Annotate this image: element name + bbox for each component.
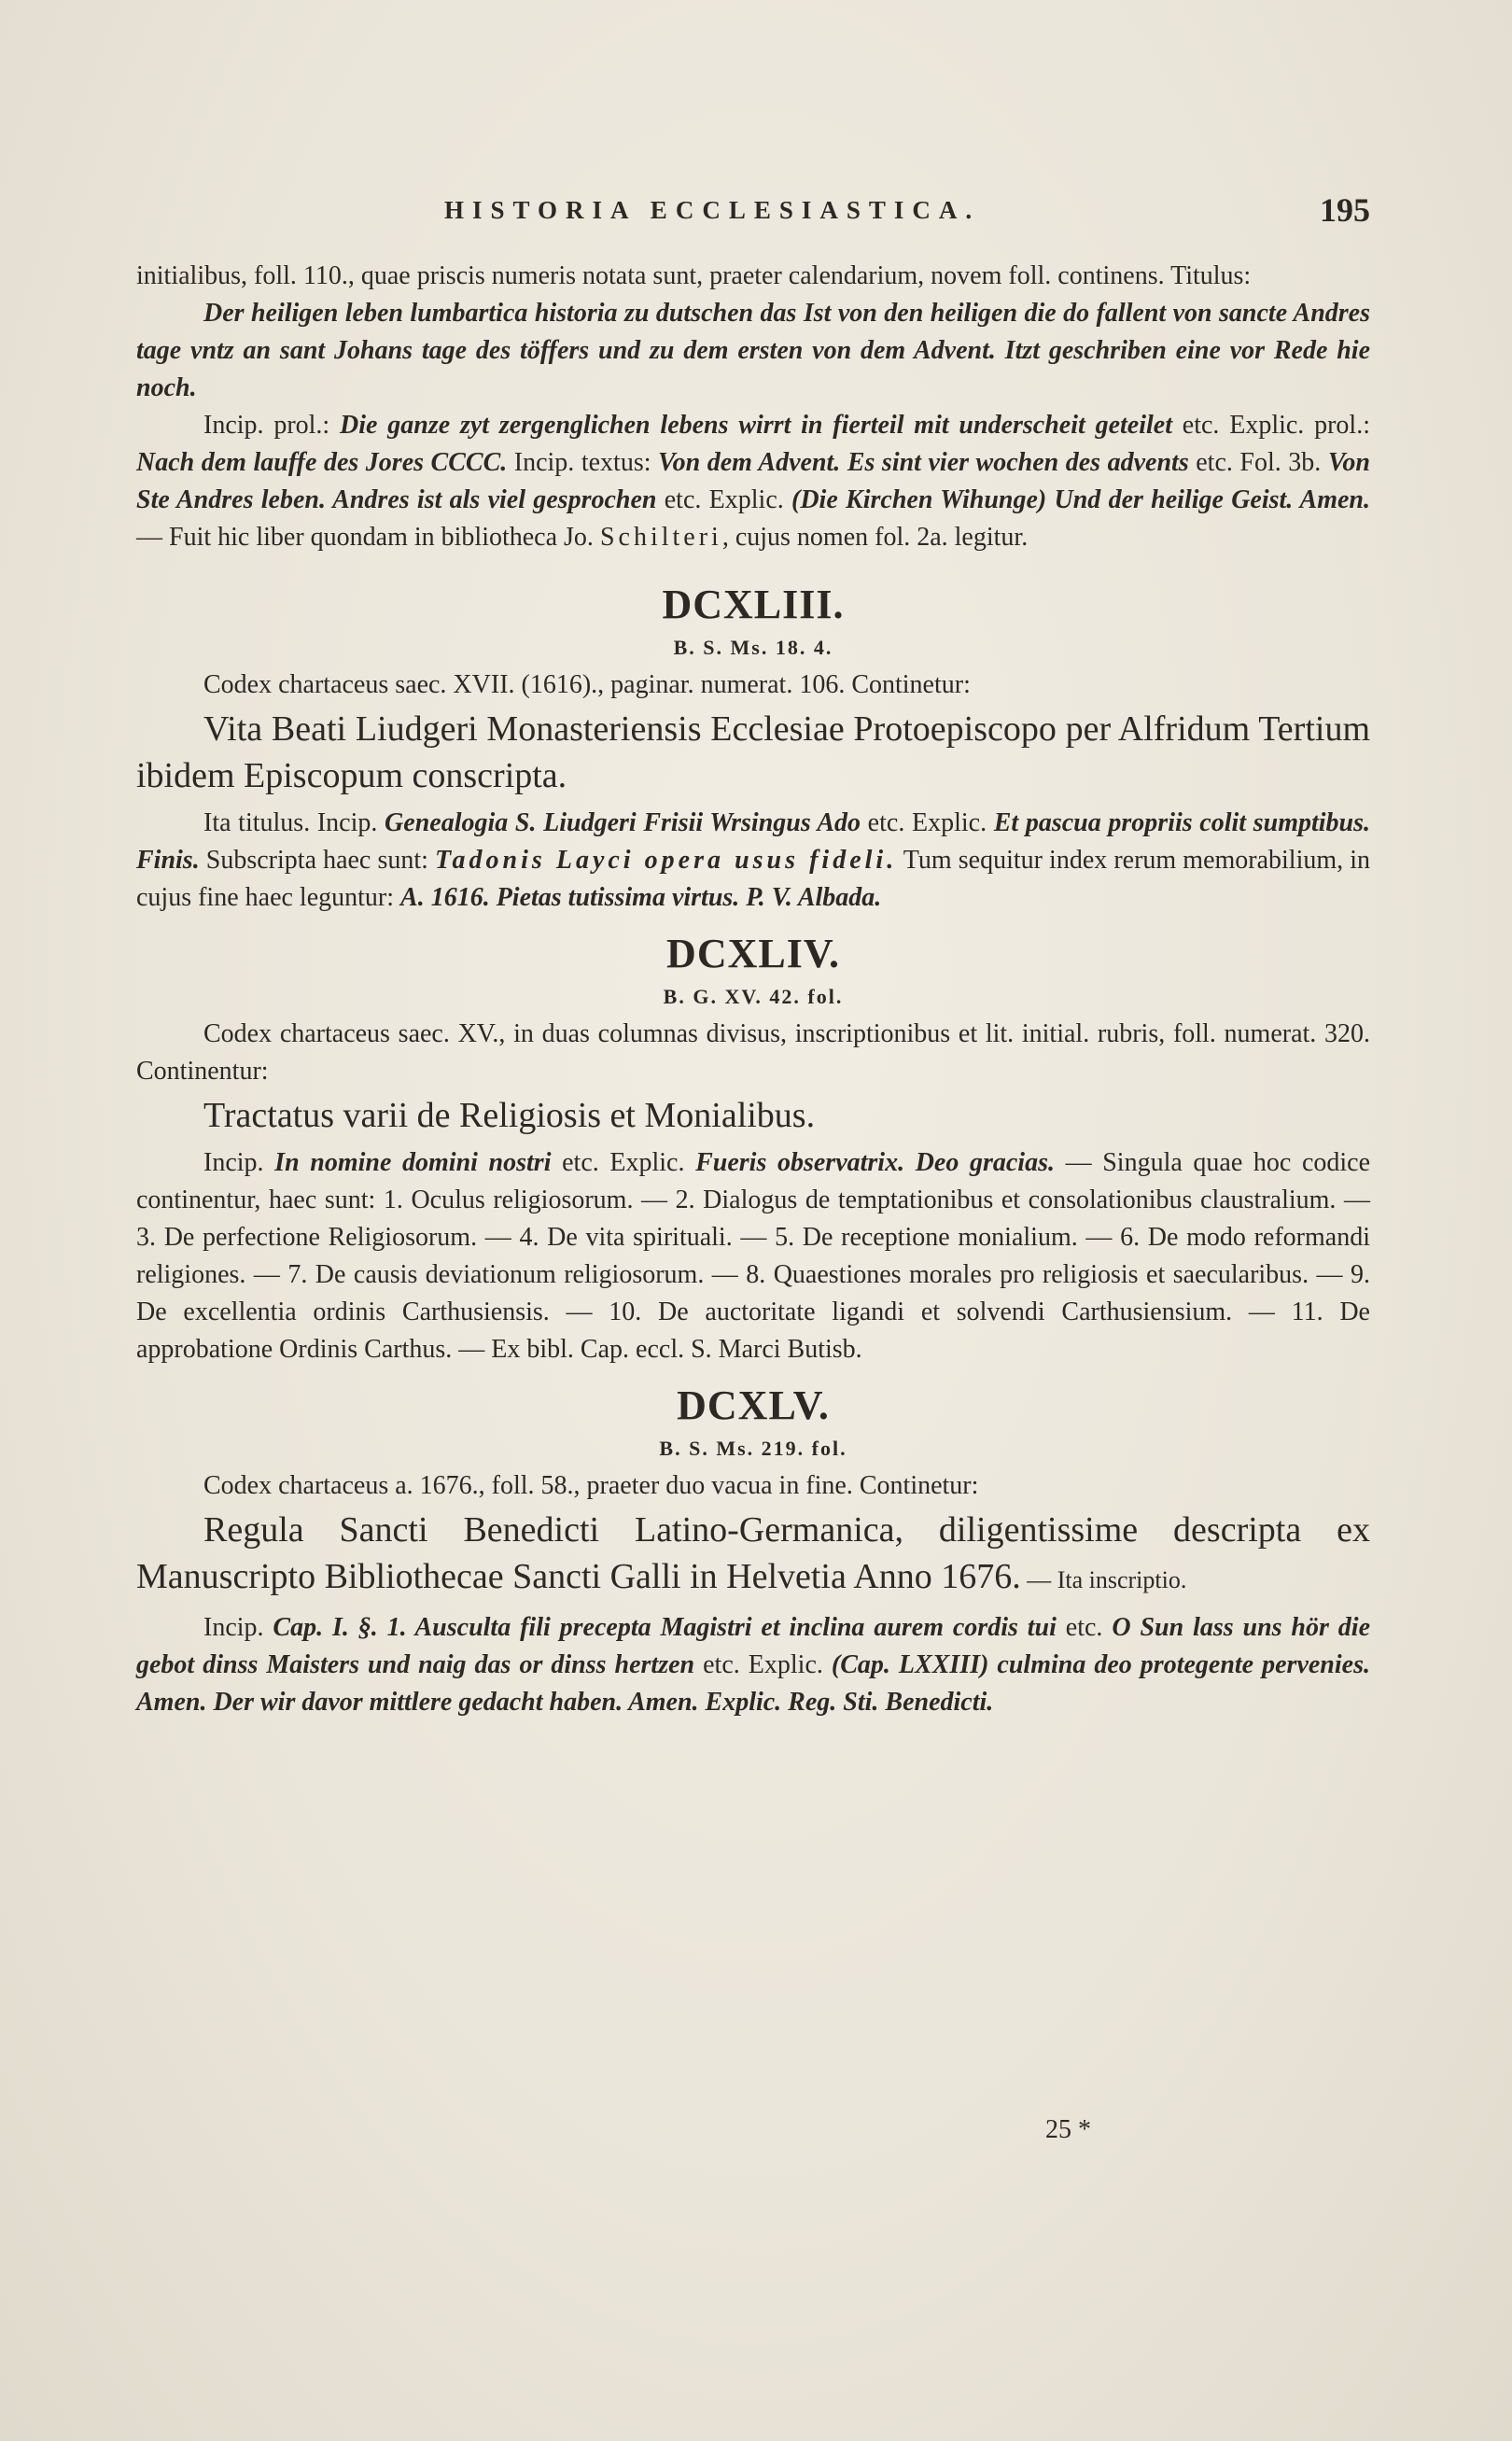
entry-signature: B. S. Ms. 18. 4. [673, 636, 833, 659]
entry-description: Codex chartaceus saec. XVII. (1616)., paginar. numerat. 106. Continetur: [203, 670, 971, 699]
entry-title: Regula Sancti Benedicti Latino-Germanica, diligentissime descripta ex Manuscripto Bibliothecae Sancti Galli in Helvetia Anno 1676. — Ita inscriptio. [136, 1510, 1370, 1596]
page-number: 195 [1320, 191, 1370, 229]
running-title: HISTORIA ECCLESIASTICA. [444, 196, 981, 224]
entry-signature: B. S. Ms. 219. fol. [659, 1437, 847, 1460]
entry-body: Incip. In nomine domini nostri etc. Explic. Fueris observatrix. Deo gracias. — Singula quae hoc codice continentur, haec sunt: 1. Oculus religiosorum. — 2. Dialogus de temptationibus et consolationibus claustralium. — 3. De perfectione Religiosorum. — 4. De vita spirituali. — 5. De receptione monialium. — 6. De modo reformandi religiones. — 7. De causis deviationum religiosorum. — 8. Quaestiones morales pro religiosis et saecularibus. — 9. De excellentia ordinis Carthusiensis. — 10. De auctoritate ligandi et solvendi Carthusiensium. — 11. De approbatione Ordinis Carthus. — Ex bibl. Cap. eccl. S. Marci Butisb. [136, 1148, 1371, 1364]
entry-title: Tractatus varii de Religiosis et Monialibus. [203, 1096, 816, 1135]
intro-paragraph: initialibus, foll. 110., quae priscis numeris notata sunt, praeter calendarium, novem foll. continens. Titulus: [136, 261, 1252, 290]
entry-body: Ita titulus. Incip. Genealogia S. Liudgeri Frisii Wrsingus Ado etc. Explic. Et pascua propriis colit sumptibus. Finis. Subscripta haec sunt: Tadonis Layci opera usus fideli. Tum sequitur index rerum memorabilium, in cujus fine haec leguntur: A. 1616. Pietas tutissima virtus. P. V. Albada. [136, 808, 1371, 912]
entry-number: DCXLIV. [666, 931, 840, 976]
entry-number: DCXLV. [677, 1382, 830, 1428]
entry-number: DCXLIII. [662, 582, 845, 627]
signature-mark: 25 * [1045, 2115, 1091, 2144]
entry-description: Codex chartaceus a. 1676., foll. 58., praeter duo vacua in fine. Continetur: [203, 1471, 979, 1500]
running-header [136, 191, 1370, 243]
intro-title: Der heiligen leben lumbartica historia zu dutschen das Ist von den heiligen die do fallent von sancte Andres tage vntz an sant Johans tage des töffers und zu dem ersten von dem Advent. Itzt geschriben eine vor Rede hie noch. [136, 299, 1370, 402]
entry-title: Vita Beati Liudgeri Monasteriensis Ecclesiae Protoepiscopo per Alfridum Tertium ibidem Episcopum conscripta. [136, 709, 1370, 795]
entry-description: Codex chartaceus saec. XV., in duas columnas divisus, inscriptionibus et lit. initial. rubris, foll. numerat. 320. Continentur: [136, 1019, 1370, 1086]
entry-signature: B. G. XV. 42. fol. [663, 985, 844, 1008]
entry-body: Incip. Cap. I. §. 1. Ausculta fili precepta Magistri et inclina aurem cordis tui etc. O Sun lass uns hör die gebot dinss Maisters und naig das or dinss hertzen etc. Explic. (Cap. LXXIII) culmina deo protegente pervenies. Amen. Der wir davor mittlere gedacht haben. Amen. Explic. Reg. Sti. Benedicti. [136, 1613, 1371, 1717]
intro-description: Incip. prol.: Die ganze zyt zergenglichen lebens wirrt in fierteil mit underscheit geteilet etc. Explic. prol.: Nach dem lauffe des Jores CCCC. Incip. textus: Von dem Advent. Es sint vier wochen des advents etc. Fol. 3b. Von Ste Andres leben. Andres ist als viel gesprochen etc. Explic. (Die Kirchen Wihunge) Und der heilige Geist. Amen. — Fuit hic liber quondam in bibliotheca Jo. Schilteri, cujus nomen fol. 2a. legitur. [136, 411, 1370, 552]
main-text [136, 258, 1370, 1721]
